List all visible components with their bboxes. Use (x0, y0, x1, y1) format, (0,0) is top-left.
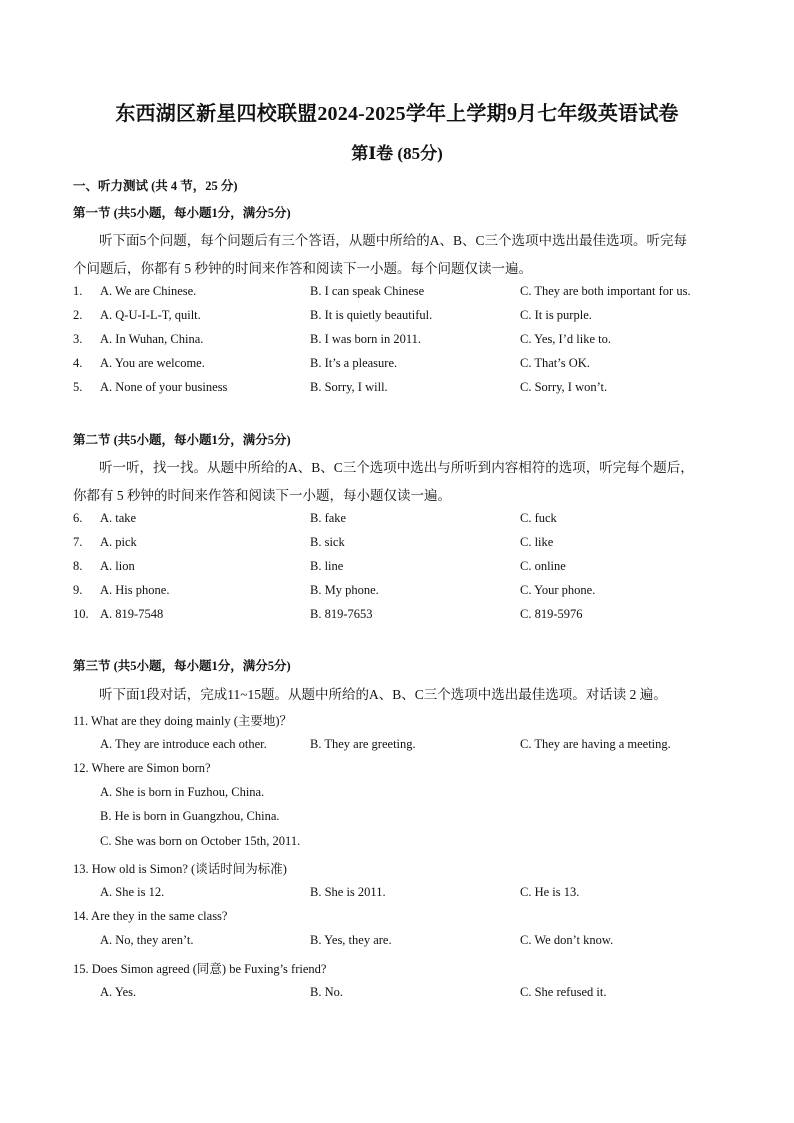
option-b: B. No. (310, 985, 343, 999)
option-a: A. None of your business (100, 380, 228, 394)
option-c: C. 819-5976 (520, 607, 583, 621)
option-a: A. No, they aren’t. (100, 933, 194, 947)
option-a: A. You are welcome. (100, 356, 205, 370)
option-a: A. pick (100, 535, 137, 549)
question-stem: 11. What are they doing mainly (主要地)？ (73, 714, 293, 728)
option-b: B. Yes, they are. (310, 933, 392, 947)
option-b: B. It’s a pleasure. (310, 356, 398, 370)
part-heading: 一、听力测试 (共 4 节，25 分) (73, 179, 238, 193)
option-c: C. They are having a meeting. (520, 737, 671, 751)
option-a: A. We are Chinese. (100, 284, 197, 298)
question-number: 8. (73, 559, 83, 573)
question-stem: 15. Does Simon agreed (同意) be Fuxing’s friend? (73, 962, 327, 976)
question-number: 5. (73, 380, 83, 394)
section3-instruction: 听下面1段对话，完成11~15题。从题中所给的A、B、C三个选项中选出最佳选项。对话读 2 遍。 (99, 687, 667, 702)
option-b: B. They are greeting. (310, 737, 416, 751)
question-number: 10. (73, 607, 89, 621)
question-row (0, 985, 794, 1003)
question-row (0, 356, 794, 374)
question-row (0, 284, 794, 302)
paper-subtitle: 第Ⅰ卷 (85分) (351, 144, 443, 163)
option-c: C. She was born on October 15th, 2011. (100, 834, 301, 848)
question-number: 3. (73, 332, 83, 346)
option-b: B. 819-7653 (310, 607, 373, 621)
question-row (0, 885, 794, 903)
option-c: C. online (520, 559, 566, 573)
option-c: C. That’s OK. (520, 356, 590, 370)
option-b: B. fake (310, 511, 347, 525)
question-row (0, 308, 794, 326)
option-a: A. She is 12. (100, 885, 165, 899)
option-c: C. like (520, 535, 554, 549)
option-b: B. She is 2011. (310, 885, 386, 899)
question-number: 9. (73, 583, 83, 597)
section3-heading: 第三节 (共5小题，每小题1分，满分5分) (73, 659, 291, 673)
option-a: A. Yes. (100, 985, 137, 999)
option-c: C. Sorry, I won’t. (520, 380, 608, 394)
question-row (0, 511, 794, 529)
option-b: B. I can speak Chinese (310, 284, 425, 298)
question-row (0, 583, 794, 601)
question-row (0, 535, 794, 553)
question-stem: 14. Are they in the same class? (73, 909, 228, 923)
option-c: C. We don’t know. (520, 933, 614, 947)
section2-instruction-cont: 你都有 5 秒钟的时间来作答和阅读下一小题，每小题仅读一遍。 (73, 488, 451, 503)
option-a: A. She is born in Fuzhou, China. (100, 785, 265, 799)
option-a: A. They are introduce each other. (100, 737, 267, 751)
option-b: B. My phone. (310, 583, 379, 597)
option-c: C. Yes, I’d like to. (520, 332, 611, 346)
section1-instruction-cont: 个问题后，你都有 5 秒钟的时间来作答和阅读下一小题。每个问题仅读一遍。 (73, 261, 532, 276)
question-number: 1. (73, 284, 83, 298)
question-stem: 12. Where are Simon born? (73, 761, 211, 775)
option-a: A. lion (100, 559, 135, 573)
section2-instruction: 听一听，找一找。从题中所给的A、B、C三个选项中选出与所听到内容相符的选项，听完每个题后， (99, 460, 694, 475)
question-row (0, 737, 794, 755)
question-row (0, 933, 794, 951)
option-a: A. 819-7548 (100, 607, 164, 621)
page-title: 东西湖区新星四校联盟2024-2025学年上学期9月七年级英语试卷 (115, 103, 679, 125)
option-b: B. I was born in 2011. (310, 332, 421, 346)
option-c: C. fuck (520, 511, 557, 525)
question-number: 2. (73, 308, 83, 322)
question-row (0, 380, 794, 398)
option-c: C. She refused it. (520, 985, 607, 999)
question-row (0, 559, 794, 577)
option-a: A. His phone. (100, 583, 170, 597)
question-stem: 13. How old is Simon? (谈话时间为标准) (73, 862, 287, 876)
option-b: B. He is born in Guangzhou, China. (100, 809, 280, 823)
question-row (0, 332, 794, 350)
option-c: C. They are both important for us. (520, 284, 691, 298)
option-a: A. take (100, 511, 137, 525)
section2-heading: 第二节 (共5小题，每小题1分，满分5分) (73, 433, 291, 447)
option-c: C. It is purple. (520, 308, 592, 322)
question-number: 6. (73, 511, 83, 525)
question-row (0, 607, 794, 625)
option-c: C. Your phone. (520, 583, 596, 597)
option-c: C. He is 13. (520, 885, 580, 899)
question-number: 7. (73, 535, 83, 549)
option-a: A. In Wuhan, China. (100, 332, 204, 346)
option-b: B. line (310, 559, 344, 573)
section1-instruction: 听下面5个问题，每个问题后有三个答语，从题中所给的A、B、C三个选项中选出最佳选项。听完每 (99, 233, 688, 248)
option-b: B. sick (310, 535, 345, 549)
option-a: A. Q-U-I-L-T, quilt. (100, 308, 201, 322)
option-b: B. Sorry, I will. (310, 380, 388, 394)
question-number: 4. (73, 356, 83, 370)
section1-heading: 第一节 (共5小题，每小题1分，满分5分) (73, 206, 291, 220)
option-b: B. It is quietly beautiful. (310, 308, 433, 322)
